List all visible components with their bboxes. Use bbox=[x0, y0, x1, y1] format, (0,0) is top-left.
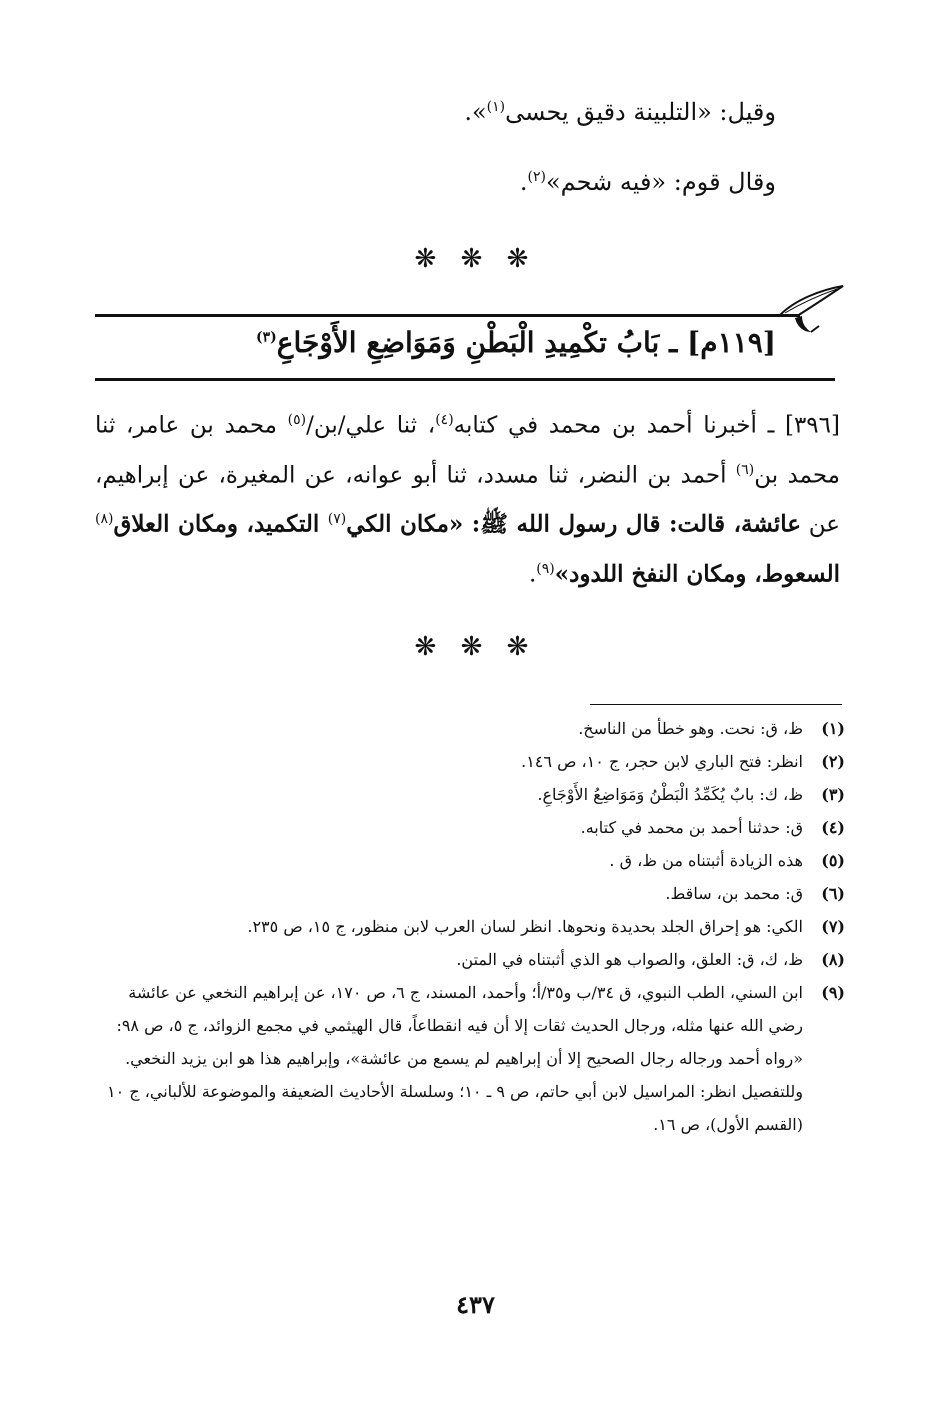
intro-line-1 bbox=[464, 98, 776, 126]
chapter-rule-bottom bbox=[95, 378, 835, 381]
footnote-item bbox=[95, 943, 845, 976]
chapter-title-text: [١١٩م] ـ بَابُ تكْمِيدِ الْبَطْنِ وَمَوَاضِعِ الأَوْجَاعِ bbox=[276, 326, 776, 359]
hadith-text: [٣٩٦] ـ أخبرنا أحمد بن محمد في كتابه bbox=[453, 412, 840, 439]
hadith-text: ، ثنا علي/بن/ bbox=[306, 412, 436, 439]
intro-line-2-text: وقال قوم: «فيه شحم» bbox=[545, 168, 776, 196]
footnote-ref-8[interactable]: (٨) bbox=[95, 511, 114, 528]
footnote-number: (٥) bbox=[821, 851, 845, 870]
footnote-ref-6[interactable]: (٦) bbox=[735, 461, 755, 478]
section-separator-top: ❋ ❋ ❋ bbox=[414, 244, 537, 274]
hadith-text: محمد بن عامر، ثنا محمد بن bbox=[95, 412, 840, 489]
footnote-text: ظ، ق: نحت. وهو خطأ من الناسخ. bbox=[578, 719, 803, 738]
footnote-ref-3[interactable]: (٣) bbox=[255, 329, 277, 346]
page-number: ٤٣٧ bbox=[456, 1290, 495, 1319]
footnote-ref-2[interactable]: (٢) bbox=[527, 169, 546, 185]
footnote-item bbox=[95, 778, 845, 811]
footnote-ref-5[interactable]: (٥) bbox=[287, 412, 307, 428]
footnotes-list bbox=[95, 712, 845, 1141]
footnote-number: (٦) bbox=[821, 884, 845, 903]
footnote-ref-1[interactable]: (١) bbox=[486, 99, 506, 115]
footnote-text: ق: حدثنا أحمد بن محمد في كتابه. bbox=[580, 818, 803, 837]
footnote-text: ق: محمد بن، ساقط. bbox=[665, 884, 803, 903]
footnote-text: الكي: هو إحراق الجلد بحديدة ونحوها. انظر لسان العرب لابن منظور، ج ١٥، ص ٢٣٥. bbox=[247, 917, 803, 936]
footnote-ref-7[interactable]: (٧) bbox=[327, 511, 347, 528]
footnote-text: انظر: فتح الباري لابن حجر، ج ١٠، ص ١٤٦. bbox=[521, 752, 803, 771]
footnote-text: ظ، ك، ق: العلق، والصواب هو الذي أثبتناه في المتن. bbox=[456, 950, 803, 969]
section-separator-bottom: ❋ ❋ ❋ bbox=[414, 632, 537, 662]
footnote-text: هذه الزيادة أثبتناه من ظ، ق . bbox=[609, 851, 803, 870]
footnote-text: ظ، ك: بابٌ يُكَمِّدُ الْبَطْنُ وَمَوَاضِعُ الأَوْجَاعِ. bbox=[537, 785, 803, 804]
footnote-number: (٣) bbox=[821, 785, 845, 804]
footnote-text: ابن السني، الطب النبوي، ق ٣٤/ب و٣٥/أ؛ وأحمد، المسند، ج ٦، ص ١٧٠، عن إبراهيم النخعي عن عائشة رضي الله عنها مثله، ورجال الحديث ثقات إلا أن فيه انقطاعاً، قال الهيثمي في مجمع الزوائد، ج ٥، ص ٩٨: «رواه أحمد ورجاله رجال الصحيح إلا أن إبراهيم لم يسمع من عائشة»، وإبراهيم هذا هو ابن يزيد النخعي. وللتفصيل انظر: المراسيل لابن أبي حاتم، ص ٩ ـ ١٠؛ وسلسلة الأحاديث الضعيفة والموضوعة للألباني، ج ١٠ (القسم الأول)، ص ١٦. bbox=[107, 983, 803, 1134]
intro-line-2 bbox=[520, 168, 776, 196]
chapter-title bbox=[256, 326, 776, 359]
footnote-item bbox=[95, 877, 845, 910]
hadith-text: أحمد بن النضر، ثنا مسدد، ثنا أبو عوانه، عن المغيرة، عن إبراهيم، عن bbox=[95, 462, 841, 538]
footnote-number: (٨) bbox=[821, 950, 845, 969]
footnote-item bbox=[95, 844, 845, 877]
intro-line-1-text: وقيل: «التلبينة دقيق يحسى bbox=[505, 98, 776, 126]
intro-line-2-end: . bbox=[519, 168, 528, 196]
footnote-ref-9[interactable]: (٩) bbox=[536, 560, 555, 577]
footnote-number: (٤) bbox=[821, 818, 845, 837]
footnote-item bbox=[95, 910, 845, 943]
quill-pen-icon bbox=[775, 280, 845, 335]
hadith-paragraph bbox=[95, 398, 840, 597]
footnote-item bbox=[95, 811, 845, 844]
footnote-item bbox=[95, 712, 845, 745]
hadith-text: . bbox=[528, 561, 537, 588]
hadith-matn: السعوط، ومكان النفخ اللدود» bbox=[554, 560, 840, 588]
footnote-number: (١) bbox=[821, 719, 845, 738]
footnote-number: (٧) bbox=[821, 917, 845, 936]
chapter-rule-top bbox=[95, 314, 800, 317]
hadith-matn: التكميد، ومكان العلاق bbox=[113, 510, 328, 538]
footnote-item bbox=[95, 745, 845, 778]
footnote-ref-4[interactable]: (٤) bbox=[435, 412, 454, 428]
footnote-divider bbox=[590, 704, 842, 705]
hadith-matn: عائشة، قالت: قال رسول الله ﷺ: «مكان الكي bbox=[346, 510, 801, 538]
footnote-item bbox=[95, 976, 845, 1141]
footnote-number: (٩) bbox=[821, 983, 845, 1002]
intro-line-1-end: ». bbox=[464, 98, 487, 126]
footnote-number: (٢) bbox=[821, 752, 845, 771]
